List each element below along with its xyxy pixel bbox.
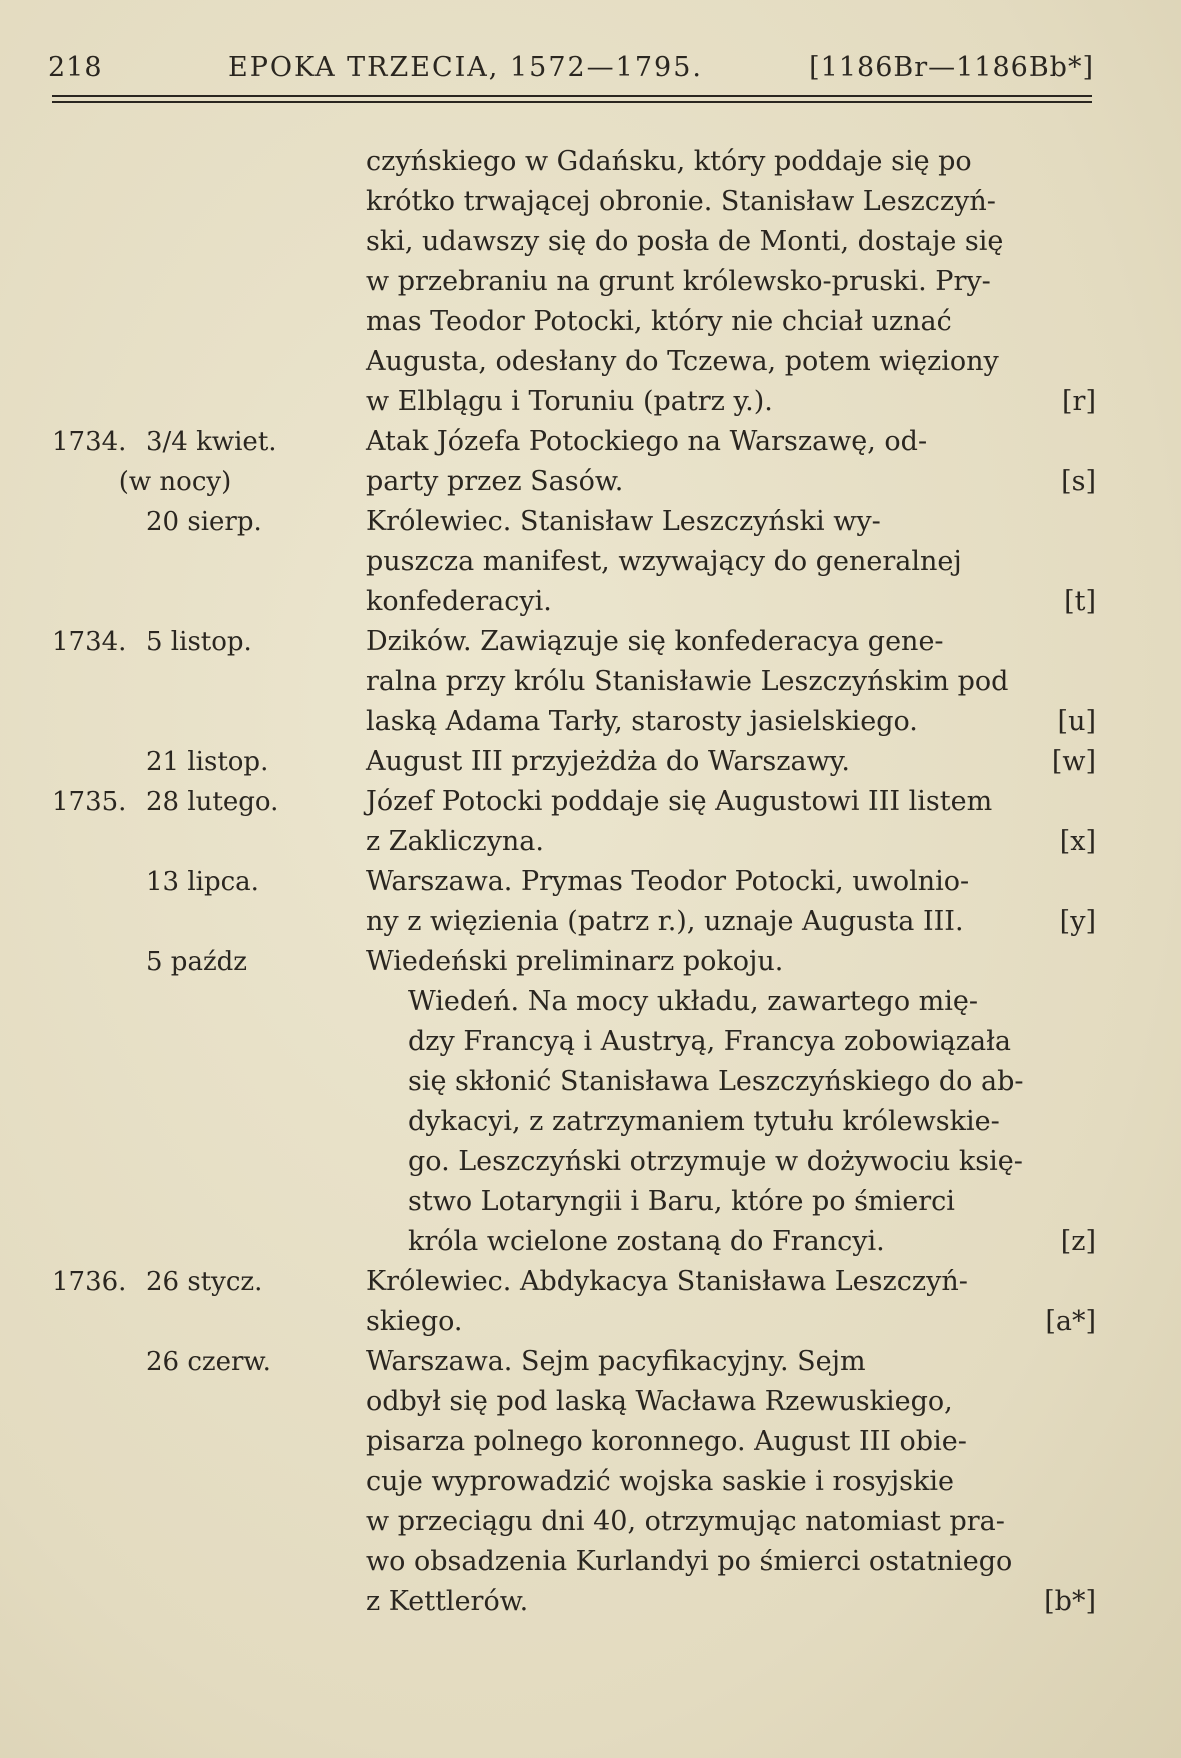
entry-line xyxy=(408,982,1096,1022)
chronicle-entry xyxy=(0,1262,1181,1342)
header-rule xyxy=(52,95,1092,97)
entry-text xyxy=(408,982,1096,1262)
entry-line xyxy=(366,382,1096,422)
entry-line-text: go. Leszczyński otrzymuje w dożywociu księ- xyxy=(408,1146,1023,1177)
chronicle-entry xyxy=(0,862,1181,942)
entry-text xyxy=(366,502,1096,622)
entry-date xyxy=(0,1342,330,1382)
entry-date xyxy=(0,622,330,662)
entry-day: 5 paźdz xyxy=(146,947,247,977)
entry-line xyxy=(366,702,1096,742)
entry-line-text: Józef Potocki poddaje się Augustowi III listem xyxy=(366,786,993,817)
entry-line xyxy=(366,862,1096,902)
entry-text xyxy=(366,1262,1096,1342)
entry-date xyxy=(0,982,330,1022)
entry-date-note: (w nocy) xyxy=(118,467,232,497)
entry-text xyxy=(366,862,1096,942)
entry-line-text: skiego. xyxy=(366,1306,463,1337)
chronicle-entry xyxy=(0,982,1181,1262)
entry-day: 3/4 kwiet. xyxy=(146,427,277,457)
entry-date xyxy=(0,742,330,782)
entry-line xyxy=(366,1262,1096,1302)
entry-line xyxy=(408,1142,1096,1182)
entry-line-text: stwo Lotaryngii i Baru, które po śmierci xyxy=(408,1186,955,1217)
entry-reference: [s] xyxy=(1061,466,1096,497)
entry-year: 1734. xyxy=(52,627,127,657)
entry-line xyxy=(366,942,1096,982)
entry-line xyxy=(366,1382,1096,1422)
entry-line-text: z Kettlerów. xyxy=(366,1586,529,1617)
chronicle-entries xyxy=(0,142,1181,1622)
chronicle-entry xyxy=(0,942,1181,982)
entry-line-text: czyńskiego w Gdańsku, który poddaje się po xyxy=(366,146,972,177)
entry-line-text: Wiedeń. Na mocy układu, zawartego mię- xyxy=(408,986,978,1017)
entry-line-text: z Zakliczyna. xyxy=(366,826,544,857)
entry-year: 1736. xyxy=(52,1267,127,1297)
entry-line-text: ski, udawszy się do posła de Monti, dostaje się xyxy=(366,226,1004,257)
entry-line xyxy=(366,1422,1096,1462)
entry-line-text: mas Teodor Potocki, który nie chciał uznać xyxy=(366,306,952,337)
entry-text xyxy=(366,742,1096,782)
entry-line xyxy=(366,662,1096,702)
entry-line xyxy=(366,422,1096,462)
entry-date xyxy=(0,422,330,462)
entry-line-text: wo obsadzenia Kurlandyi po śmierci ostatniego xyxy=(366,1546,1013,1577)
entry-line-text: Warszawa. Sejm pacyfikacyjny. Sejm xyxy=(366,1346,866,1377)
entry-reference: [t] xyxy=(1064,586,1096,617)
chronicle-entry xyxy=(0,142,1181,422)
entry-reference: [a*] xyxy=(1045,1306,1096,1337)
entry-range: [1186Br—1186Bb*] xyxy=(809,52,1094,83)
running-title: EPOKA TRZECIA, 1572—1795. xyxy=(228,52,703,83)
entry-line-text: w przebraniu na grunt królewsko-pruski. Pry- xyxy=(366,266,991,297)
entry-text xyxy=(366,422,1096,502)
entry-line xyxy=(408,1222,1096,1262)
entry-line-text: Warszawa. Prymas Teodor Potocki, uwolnio- xyxy=(366,866,970,897)
entry-line xyxy=(366,782,1096,822)
entry-text xyxy=(366,782,1096,862)
entry-line-text: dykacyi, z zatrzymaniem tytułu królewskie- xyxy=(408,1106,1000,1137)
entry-line-text: Królewiec. Abdykacya Stanisława Leszczyń- xyxy=(366,1266,968,1297)
entry-line-text: puszcza manifest, wzywający do generalnej xyxy=(366,546,962,577)
entry-line xyxy=(366,582,1096,622)
entry-line xyxy=(366,1502,1096,1542)
chronicle-entry xyxy=(0,742,1181,782)
entry-line xyxy=(408,1062,1096,1102)
entry-text xyxy=(366,1342,1096,1622)
entry-reference: [r] xyxy=(1062,386,1096,417)
chronicle-entry xyxy=(0,622,1181,742)
entry-day: 21 listop. xyxy=(146,747,269,777)
entry-line-text: Augusta, odesłany do Tczewa, potem więziony xyxy=(366,346,999,377)
entry-line-text: party przez Sasów. xyxy=(366,466,624,497)
entry-line xyxy=(408,1102,1096,1142)
entry-text xyxy=(366,942,1096,982)
entry-line xyxy=(366,142,1096,182)
chronicle-entry xyxy=(0,502,1181,622)
page-number: 218 xyxy=(48,52,103,83)
entry-line xyxy=(366,302,1096,342)
entry-reference: [b*] xyxy=(1044,1586,1096,1617)
entry-reference: [y] xyxy=(1059,906,1096,937)
entry-line-text: ralna przy królu Stanisławie Leszczyńskim pod xyxy=(366,666,1009,697)
entry-line-text: Wiedeński preliminarz pokoju. xyxy=(366,946,784,977)
entry-line-text: Królewiec. Stanisław Leszczyński wy- xyxy=(366,506,881,537)
entry-year: 1735. xyxy=(52,787,127,817)
entry-line xyxy=(366,342,1096,382)
entry-line-text: Atak Józefa Potockiego na Warszawę, od- xyxy=(366,426,928,457)
entry-date xyxy=(0,782,330,822)
entry-day: 13 lipca. xyxy=(146,867,259,897)
entry-line xyxy=(366,222,1096,262)
entry-date xyxy=(0,1262,330,1302)
entry-line-text: dzy Francyą i Austryą, Francya zobowiązała xyxy=(408,1026,1011,1057)
entry-line xyxy=(366,1542,1096,1582)
entry-line-text: króla wcielone zostaną do Francyi. xyxy=(408,1226,885,1257)
entry-line xyxy=(408,1182,1096,1222)
entry-line xyxy=(366,1462,1096,1502)
entry-date xyxy=(0,502,330,542)
entry-line xyxy=(366,742,1096,782)
entry-reference: [z] xyxy=(1060,1226,1096,1257)
entry-line-text: laską Adama Tarły, starosty jasielskiego. xyxy=(366,706,918,737)
entry-line xyxy=(366,502,1096,542)
entry-line-text: Dzików. Zawiązuje się konfederacya gene- xyxy=(366,626,944,657)
entry-day: 26 stycz. xyxy=(146,1267,263,1297)
entry-line xyxy=(408,1022,1096,1062)
chronicle-entry xyxy=(0,422,1181,502)
chronicle-entry xyxy=(0,1342,1181,1622)
entry-date xyxy=(0,142,330,182)
entry-day: 28 lutego. xyxy=(146,787,279,817)
header-rule-double xyxy=(52,101,1092,103)
entry-line-text: ny z więzienia (patrz r.), uznaje Augusta III. xyxy=(366,906,964,937)
entry-line xyxy=(366,822,1096,862)
entry-line xyxy=(366,542,1096,582)
entry-text xyxy=(366,142,1096,422)
entry-line xyxy=(366,1302,1096,1342)
entry-year: 1734. xyxy=(52,427,127,457)
entry-date xyxy=(0,862,330,902)
entry-line xyxy=(366,462,1096,502)
entry-line-text: cuje wyprowadzić wojska saskie i rosyjskie xyxy=(366,1466,955,1497)
entry-line-text: odbył się pod laską Wacława Rzewuskiego, xyxy=(366,1386,953,1417)
entry-reference: [w] xyxy=(1051,746,1096,777)
entry-line xyxy=(366,622,1096,662)
entry-reference: [u] xyxy=(1057,706,1096,737)
entry-line-text: August III przyjeżdża do Warszawy. xyxy=(366,746,850,777)
entry-day: 5 listop. xyxy=(146,627,252,657)
entry-line-text: w Elblągu i Toruniu (patrz y.). xyxy=(366,386,773,417)
entry-date xyxy=(0,942,330,982)
chronicle-entry xyxy=(0,782,1181,862)
entry-line xyxy=(366,902,1096,942)
entry-line xyxy=(366,182,1096,222)
entry-line-text: konfederacyi. xyxy=(366,586,552,617)
entry-line-text: pisarza polnego koronnego. August III obie- xyxy=(366,1426,967,1457)
page-header xyxy=(48,44,1094,84)
entry-line-text: w przeciągu dni 40, otrzymując natomiast pra- xyxy=(366,1506,1005,1537)
entry-line xyxy=(366,1342,1096,1382)
entry-line-text: krótko trwającej obronie. Stanisław Leszczyń- xyxy=(366,186,996,217)
entry-line xyxy=(366,262,1096,302)
entry-text xyxy=(366,622,1096,742)
entry-line xyxy=(366,1582,1096,1622)
entry-day: 26 czerw. xyxy=(146,1347,271,1377)
entry-day: 20 sierp. xyxy=(146,507,262,537)
entry-line-text: się skłonić Stanisława Leszczyńskiego do ab- xyxy=(408,1066,1024,1097)
entry-reference: [x] xyxy=(1059,826,1096,857)
